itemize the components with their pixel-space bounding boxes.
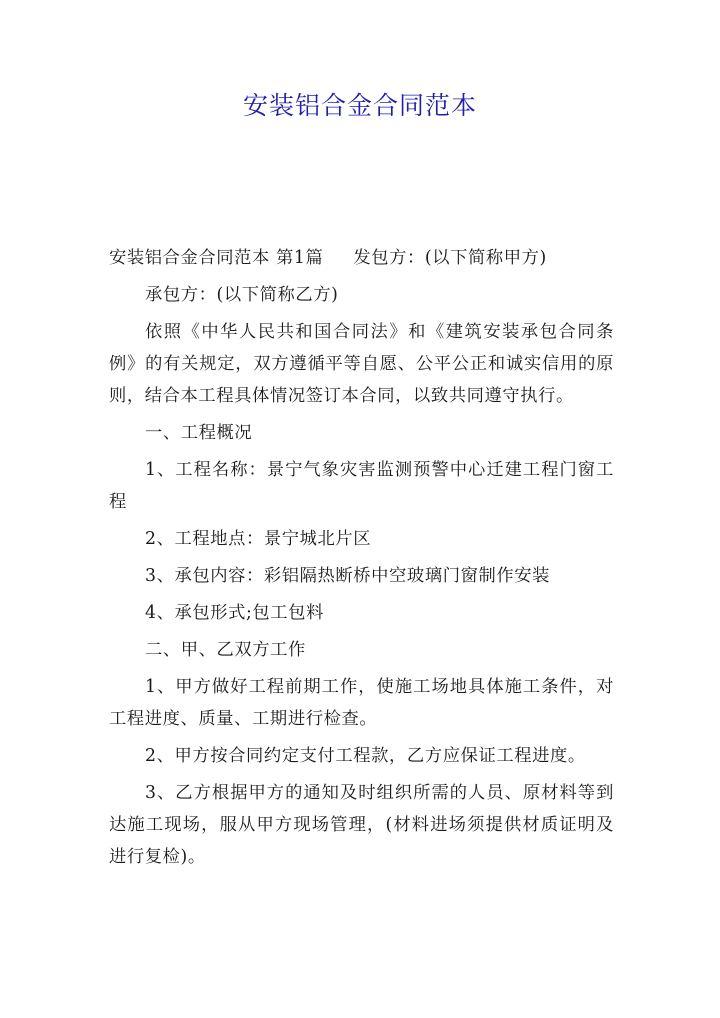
paragraph: 承包方：(以下简称乙方) xyxy=(145,285,339,305)
lead-heading: 安装铝合金合同范本 第1篇 xyxy=(109,248,324,268)
paragraph: 4、承包形式;包工包料 xyxy=(145,603,324,623)
lead-party-a: 发包方：(以下简称甲方) xyxy=(353,248,547,268)
lead-paragraph xyxy=(109,242,614,274)
paragraph: 1、工程名称：景宁气象灾害监测预警中心迁建工程门窗工程 xyxy=(109,460,614,512)
section-heading: 一、工程概况 xyxy=(145,423,253,443)
paragraph: 3、承包内容：彩铝隔热断桥中空玻璃门窗制作安装 xyxy=(145,566,550,586)
paragraph: 2、工程地点：景宁城北片区 xyxy=(145,529,372,549)
paragraph: 2、甲方按合同约定支付工程款，乙方应保证工程进度。 xyxy=(145,746,586,766)
paragraph: 依照《中华人民共和国合同法》和《建筑安装承包合同条例》的有关规定，双方遵循平等自愿、公平公正和诚实信用的原则，结合本工程具体情况签订本合同，以致共同遵守执行。 xyxy=(109,322,614,406)
paragraph: 1、甲方做好工程前期工作，使施工场地具体施工条件，对工程进度、质量、工期进行检查。 xyxy=(109,677,614,729)
document-title: 安装铝合金合同范本 xyxy=(242,91,477,120)
paragraph: 3、乙方根据甲方的通知及时组织所需的人员、原材料等到达施工现场，服从甲方现场管理，(材料进场须提供材质证明及进行复检)。 xyxy=(109,783,614,867)
section-heading: 二、甲、乙双方工作 xyxy=(145,640,306,660)
document-body xyxy=(109,242,614,878)
